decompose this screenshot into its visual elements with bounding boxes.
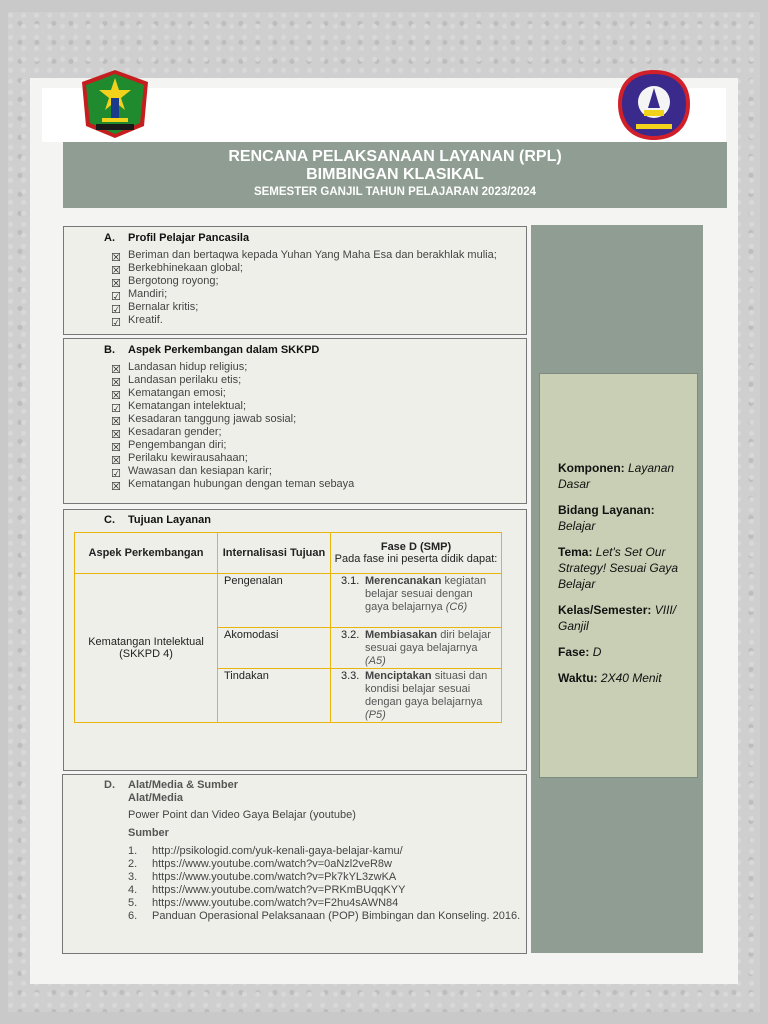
checklist-item-text: Kematangan hubungan dengan teman sebaya bbox=[128, 478, 355, 490]
section-b-aspek-perkembangan bbox=[63, 338, 527, 504]
info-fase: Fase: D bbox=[558, 645, 602, 659]
source-item bbox=[128, 871, 520, 884]
source-text: https://www.youtube.com/watch?v=PRKmBUqqKYY bbox=[152, 884, 406, 896]
section-a-profil-pancasila bbox=[63, 226, 527, 335]
section-c-tujuan-layanan bbox=[63, 509, 527, 771]
media-subtitle: Alat/Media bbox=[128, 792, 184, 804]
crossed-box-icon[interactable]: ☒ bbox=[111, 454, 121, 467]
source-item bbox=[128, 884, 520, 897]
checked-box-icon[interactable]: ☑ bbox=[111, 402, 121, 415]
info-tema: Tema: Let's Set Our Strategy! Sesuai Gaya Belajar bbox=[558, 545, 679, 591]
city-emblem-logo bbox=[78, 68, 152, 140]
source-item bbox=[128, 845, 520, 858]
source-item bbox=[128, 858, 520, 871]
checklist-item bbox=[110, 478, 354, 491]
checklist-item-text: Kesadaran tanggung jawab sosial; bbox=[128, 413, 297, 425]
section-c-title: C. Tujuan Layanan bbox=[104, 514, 211, 526]
source-number: 1. bbox=[128, 845, 138, 857]
objective-cell: 3.3. Menciptakan situasi dan kondisi belajar sesuai dengan gaya belajarnya (P5) bbox=[331, 669, 502, 723]
crossed-box-icon[interactable]: ☒ bbox=[111, 363, 121, 376]
section-d-title: D. Alat/Media & Sumber bbox=[104, 779, 239, 791]
aspect-cell: Kematangan Intelektual (SKKPD 4) bbox=[75, 574, 218, 723]
document-subtitle: BIMBINGAN KLASIKAL bbox=[306, 166, 484, 183]
checklist-item bbox=[110, 413, 354, 426]
section-a-title: A. Profil Pelajar Pancasila bbox=[104, 232, 250, 244]
stage-cell: Pengenalan bbox=[218, 574, 331, 628]
checklist-item bbox=[110, 249, 497, 262]
section-b-title: B. Aspek Perkembangan dalam SKKPD bbox=[104, 344, 320, 356]
checklist-item-text: Berkebhinekaan global; bbox=[128, 262, 243, 274]
skkpd-list bbox=[110, 361, 354, 491]
checklist-item bbox=[110, 387, 354, 400]
checklist-item bbox=[110, 439, 354, 452]
col-fase-header: Fase D (SMP) Pada fase ini peserta didik dapat: bbox=[331, 533, 502, 574]
checklist-item bbox=[110, 374, 354, 387]
source-number: 5. bbox=[128, 897, 138, 909]
crossed-box-icon[interactable]: ☒ bbox=[111, 441, 121, 454]
checklist-item-text: Bernalar kritis; bbox=[128, 301, 199, 313]
source-number: 6. bbox=[128, 910, 138, 922]
checklist-item bbox=[110, 262, 497, 275]
checklist-item bbox=[110, 314, 497, 327]
title-banner bbox=[63, 142, 727, 208]
sources-list bbox=[128, 845, 520, 923]
crossed-box-icon[interactable]: ☒ bbox=[111, 264, 121, 277]
checklist-item bbox=[110, 288, 497, 301]
source-text: https://www.youtube.com/watch?v=Pk7kYL3zwKA bbox=[152, 871, 397, 883]
source-text: Panduan Operasional Pelaksanaan (POP) Bimbingan dan Konseling. 2016. bbox=[152, 910, 521, 922]
objective-cell: 3.2. Membiasakan diri belajar sesuai gaya belajarnya (A5) bbox=[331, 628, 502, 669]
objective-cell: 3.1. Merencanakan kegiatan belajar sesuai dengan gaya belajarnya (C6) bbox=[331, 574, 502, 628]
checklist-item bbox=[110, 465, 354, 478]
info-kelas: Kelas/Semester: VIII/ Ganjil bbox=[558, 603, 677, 633]
sumber-subtitle: Sumber bbox=[128, 827, 169, 839]
checklist-item-text: Kesadaran gender; bbox=[128, 426, 222, 438]
checklist-item bbox=[110, 275, 497, 288]
col-aspek-header: Aspek Perkembangan bbox=[75, 533, 218, 574]
source-item bbox=[128, 910, 520, 923]
pancasila-list bbox=[110, 249, 497, 327]
school-emblem-logo bbox=[614, 68, 694, 142]
checklist-item bbox=[110, 400, 354, 413]
checklist-item-text: Landasan perilaku etis; bbox=[128, 374, 242, 386]
checked-box-icon[interactable]: ☑ bbox=[111, 303, 121, 316]
source-item bbox=[128, 897, 520, 910]
stage-cell: Akomodasi bbox=[218, 628, 331, 669]
checklist-item-text: Wawasan dan kesiapan karir; bbox=[128, 465, 272, 477]
checked-box-icon[interactable]: ☑ bbox=[111, 290, 121, 303]
info-waktu: Waktu: 2X40 Menit bbox=[558, 671, 662, 685]
checklist-item bbox=[110, 452, 354, 465]
stage-cell: Tindakan bbox=[218, 669, 331, 723]
source-number: 3. bbox=[128, 871, 138, 883]
source-text: https://www.youtube.com/watch?v=F2hu4sAWN84 bbox=[152, 897, 399, 909]
checklist-item-text: Pengembangan diri; bbox=[128, 439, 227, 451]
checklist-item-text: Kematangan intelektual; bbox=[128, 400, 247, 412]
document-title: RENCANA PELAKSANAAN LAYANAN (RPL) bbox=[228, 148, 562, 165]
checked-box-icon[interactable]: ☑ bbox=[111, 467, 121, 480]
checklist-item-text: Kematangan emosi; bbox=[128, 387, 226, 399]
checklist-item-text: Landasan hidup religius; bbox=[128, 361, 248, 373]
crossed-box-icon[interactable]: ☒ bbox=[111, 480, 121, 493]
section-d-alat-media bbox=[62, 774, 527, 954]
source-text: http://psikologid.com/yuk-kenali-gaya-belajar-kamu/ bbox=[152, 845, 403, 857]
checklist-item bbox=[110, 361, 354, 374]
col-internalisasi-header: Internalisasi Tujuan bbox=[218, 533, 331, 574]
source-text: https://www.youtube.com/watch?v=0aNzl2veR8w bbox=[152, 858, 392, 870]
source-number: 2. bbox=[128, 858, 138, 870]
crossed-box-icon[interactable]: ☒ bbox=[111, 389, 121, 402]
media-text: Power Point dan Video Gaya Belajar (youtube) bbox=[128, 809, 356, 821]
checklist-item-text: Perilaku kewirausahaan; bbox=[128, 452, 248, 464]
checklist-item-text: Bergotong royong; bbox=[128, 275, 219, 287]
crossed-box-icon[interactable]: ☒ bbox=[111, 376, 121, 389]
crossed-box-icon[interactable]: ☒ bbox=[111, 415, 121, 428]
checklist-item-text: Beriman dan bertaqwa kepada Yuhan Yang Maha Esa dan berakhlak mulia; bbox=[128, 249, 497, 261]
crossed-box-icon[interactable]: ☒ bbox=[111, 428, 121, 441]
checklist-item bbox=[110, 301, 497, 314]
crossed-box-icon[interactable]: ☒ bbox=[111, 277, 121, 290]
tujuan-table bbox=[74, 532, 502, 723]
semester-label: SEMESTER GANJIL TAHUN PELAJARAN 2023/2024 bbox=[253, 186, 537, 198]
checklist-item-text: Kreatif. bbox=[128, 314, 163, 326]
checklist-item bbox=[110, 426, 354, 439]
crossed-box-icon[interactable]: ☒ bbox=[111, 251, 121, 264]
info-komponen: Komponen: Layanan Dasar bbox=[558, 461, 675, 491]
checklist-item-text: Mandiri; bbox=[128, 288, 168, 300]
info-bidang: Bidang Layanan: Belajar bbox=[558, 503, 655, 533]
service-info-box bbox=[539, 373, 698, 778]
source-number: 4. bbox=[128, 884, 138, 896]
checked-box-icon[interactable]: ☑ bbox=[111, 316, 121, 329]
